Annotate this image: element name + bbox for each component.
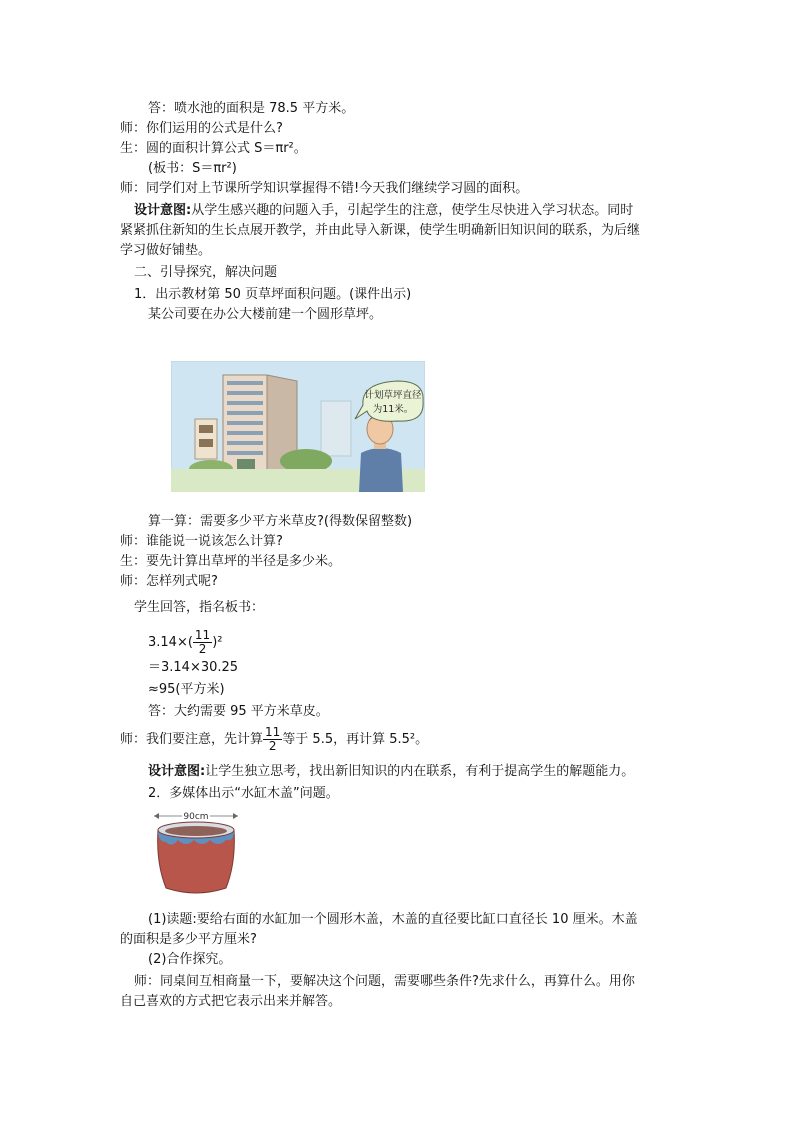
fraction-eleven-halves: $\frac{11}{2}$ [194, 628, 211, 656]
teacher-how-to-write: 师：怎样列式呢? [120, 574, 218, 589]
design-intent-line-3: 学习做好铺垫。 [120, 243, 212, 258]
formula-step-3: ≈95(平方米) [148, 682, 225, 697]
teacher-introduction: 师：同学们对上节课所学知识掌握得不错!今天我们继续学习圆的面积。 [120, 181, 529, 196]
cooperative-exploration: (2)合作探究。 [148, 952, 232, 967]
design-intent-text: 从学生感兴趣的问题入手，引起学生的注意，使学生尽快进入学习状态。同时 [191, 203, 634, 218]
formula-step-2: ＝3.14×30.25 [148, 660, 239, 675]
design-intent-label: 设计意图: [134, 203, 192, 218]
answer-fountain-area: 答：喷水池的面积是 78.5 平方米。 [148, 101, 355, 116]
jar-diameter-label: 90cm [183, 812, 209, 822]
lawn-scene-illustration [171, 361, 425, 492]
teacher-note-order: 师：我们要注意，先计算 $\frac{11}{2}$ 等于 5.5，再计算 5.5²。 [120, 725, 429, 753]
teacher-how-to-calc: 师：谁能说一说该怎么计算? [120, 534, 283, 549]
speech-line-1: 计划草坪直径 [364, 390, 422, 401]
problem-1-statement: 某公司要在办公大楼前建一个圆形草坪。 [148, 307, 383, 322]
student-radius-first: 生：要先计算出草坪的半径是多少米。 [120, 554, 342, 569]
board-writing-formula: (板书：S＝πr²) [148, 161, 237, 176]
teacher-question-formula: 师：你们运用的公式是什么? [120, 121, 283, 136]
problem-1-heading: 1．出示教材第 50 页草坪面积问题。(课件出示) [134, 287, 412, 302]
design-intent-line-2: 紧紧抓住新知的生长点展开教学，并由此导入新课，使学生明确新旧知识间的联系，为后继 [120, 223, 641, 238]
speech-line-2: 为11米。 [372, 404, 414, 415]
student-answer-formula: 生：圆的面积计算公式 S＝πr²。 [120, 141, 307, 156]
design-intent-paragraph-1 [134, 203, 633, 219]
answer-sod-area: 答：大约需要 95 平方米草皮。 [148, 704, 329, 719]
teacher-discussion-line-1: 师：同桌间互相商量一下，要解决这个问题，需要哪些条件?先求什么，再算什么。用你 [134, 974, 635, 989]
section-heading: 二、引导探究，解决问题 [134, 265, 278, 280]
teacher-discussion-line-2: 自己喜欢的方式把它表示出来并解答。 [120, 994, 342, 1009]
formula-step-1: 3.14×( $\frac{11}{2}$ )² [148, 628, 223, 656]
design-intent-label-2: 设计意图: [148, 764, 206, 779]
student-board-writing: 学生回答，指名板书： [134, 600, 265, 615]
read-problem-line-2: 的面积是多少平方厘米? [120, 932, 257, 947]
water-jar-illustration [148, 808, 244, 898]
calculate-question: 算一算：需要多少平方米草皮?(得数保留整数) [148, 514, 413, 529]
problem-2-heading: 2．多媒体出示“水缸木盖”问题。 [148, 786, 339, 801]
fraction-eleven-halves-inline: $\frac{11}{2}$ [265, 725, 281, 753]
design-intent-paragraph-2: 设计意图:让学生独立思考，找出新旧知识的内在联系，有利于提高学生的解题能力。 [148, 764, 635, 779]
read-problem-line-1: (1)读题:要给右面的水缸加一个圆形木盖，木盖的直径要比缸口直径长 10 厘米。木盖 [148, 912, 638, 927]
